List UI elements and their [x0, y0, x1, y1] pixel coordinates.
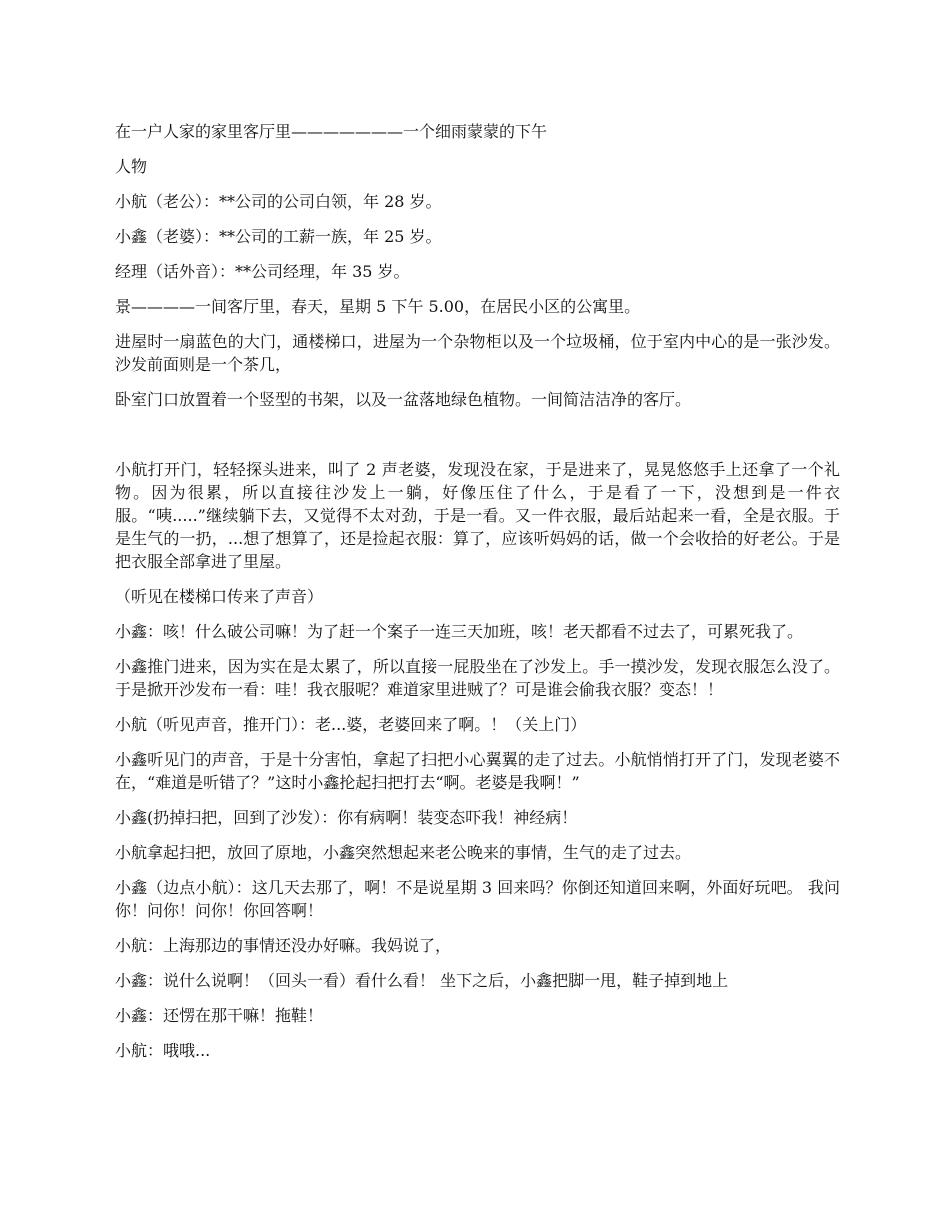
setting-line: 景————一间客厅里，春天，星期 5 下午 5.00，在居民小区的公寓里。 [115, 297, 641, 316]
stage-direction: （听见在楼梯口传来了声音） [115, 587, 324, 606]
section-gap [115, 423, 840, 458]
dialogue-line: 小航：上海那边的事情还没办好嘛。我妈说了， [115, 936, 452, 955]
setting-description: 卧室门口放置着一个竖型的书架，以及一盆落地绿色植物。一间简洁洁净的客厅。 [115, 390, 692, 409]
script-paragraph: 小航打开门，轻轻探头进来，叫了 2 声老婆，发现没在家，于是进来了，晃晃悠悠手上还拿了一个礼物。因为很累，所以直接往沙发上一躺，好像压住了什么，于是看了一下，没想到是一件衣服。“咦.....”继续躺下去，又觉得不太对劲，于是一看。又一件衣服，最后站起来一看，全是衣服。于是生气的一扔，...想了想算了，还是捡起衣服：算了，应该听妈妈的话，做一个会收拾的好老公。于是把衣服全部拿进了里屋。 [115, 460, 840, 571]
scene-heading: 在一户人家的家里客厅里———————一个细雨蒙蒙的下午 [115, 122, 548, 141]
character-manager: 经理（话外音）：**公司经理，年 35 岁。 [115, 262, 410, 281]
dialogue-line: 小鑫：还愣在那干嘛！拖鞋！ [115, 1006, 324, 1025]
dialogue-line: 小鑫(扔掉扫把，回到了沙发）：你有病啊！装变态吓我！神经病！ [115, 808, 578, 827]
dialogue-line: 小航：哦哦... [115, 1041, 211, 1060]
setting-description: 进屋时一扇蓝色的大门，通楼梯口，进屋为一个杂物柜以及一个垃圾桶，位于室内中心的是一张沙发。沙发前面则是一个茶几， [115, 332, 840, 374]
character-xiaoxin: 小鑫（老婆）：**公司的工薪一族，年 25 岁。 [115, 227, 442, 246]
script-paragraph: 小鑫推门进来，因为实在是太累了，所以直接一屁股坐在了沙发上。手一摸沙发，发现衣服怎么没了。于是掀开沙发布一看：哇！我衣服呢？难道家里进贼了？可是谁会偷我衣服？变态！！ [115, 657, 840, 699]
dialogue-line: 小航（听见声音，推开门）：老...婆，老婆回来了啊。！（关上门） [115, 715, 587, 734]
character-xiaohang: 小航（老公）：**公司的公司白领，年 28 岁。 [115, 192, 442, 211]
dialogue-line: 小鑫：咳！什么破公司嘛！为了赶一个案子一连三天加班，咳！老天都看不过去了，可累死我了。 [115, 622, 804, 641]
dialogue-line: 小鑫（边点小航）：这几天去那了，啊！不是说星期 3 回来吗？你倒还知道回来啊，外面好玩吧。 我问你！问你！问你！你回答啊！ [115, 878, 840, 920]
dialogue-line: 小鑫：说什么说啊！（回头一看）看什么看！ 坐下之后，小鑫把脚一甩，鞋子掉到地上 [115, 971, 729, 990]
script-paragraph: 小航拿起扫把，放回了原地，小鑫突然想起来老公晚来的事情，生气的走了过去。 [115, 843, 692, 862]
characters-heading: 人物 [115, 157, 148, 176]
document-body [115, 120, 840, 1074]
script-paragraph: 小鑫听见门的声音，于是十分害怕，拿起了扫把小心翼翼的走了过去。小航悄悄打开了门，发现老婆不在，“难道是听错了？”这时小鑫抡起扫把打去“啊。老婆是我啊！” [115, 750, 840, 792]
